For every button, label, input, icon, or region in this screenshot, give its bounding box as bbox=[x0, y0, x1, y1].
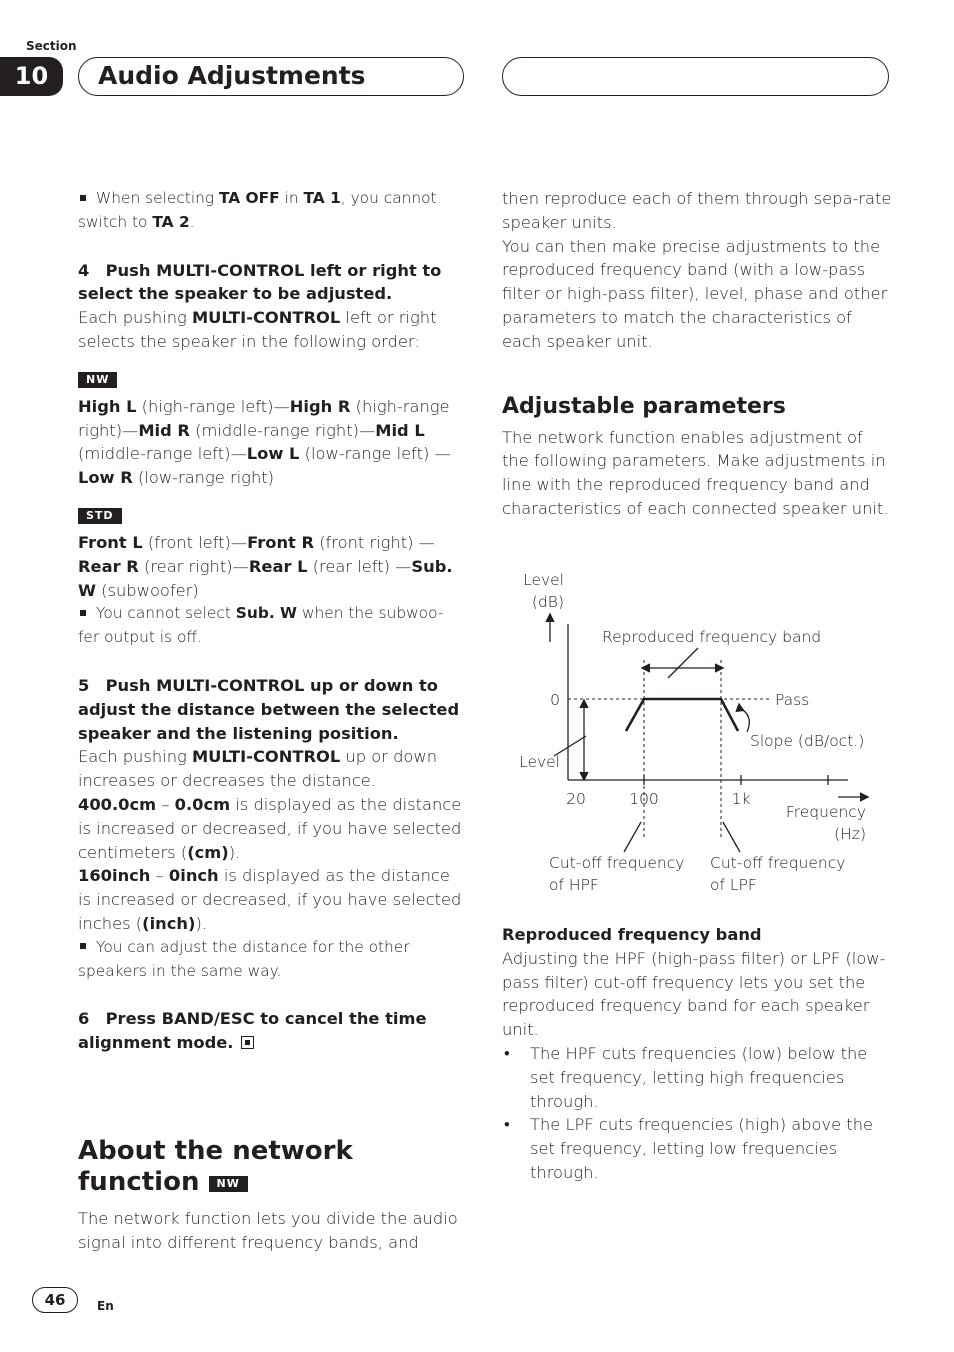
note-subwoofer: You cannot select Sub. W when the subwoo-fer output is off. bbox=[78, 604, 444, 647]
adjustable-parameters-title: Adjustable parameters bbox=[502, 393, 786, 419]
reproduced-band-title: Reproduced frequency band bbox=[502, 925, 762, 944]
language-label: En bbox=[97, 1299, 114, 1313]
step-5-inch: 160inch – 0inch is displayed as the distance is increased or decreased, if you have selected inches ((inch)). bbox=[78, 866, 462, 933]
step-5-text: Each pushing MULTI-CONTROL up or down increases or decreases the distance. bbox=[78, 747, 438, 791]
zero-label: 0 bbox=[550, 691, 560, 709]
hpf-label-1: Cut-off frequency bbox=[549, 854, 685, 872]
x-tick-1k: 1k bbox=[731, 790, 751, 808]
square-bullet-icon bbox=[80, 943, 86, 949]
end-mark-icon bbox=[241, 1036, 254, 1049]
reproduced-band-text: Adjusting the HPF (high-pass filter) or LPF (low-pass filter) cut-off frequency lets you set the reproduced frequency band for each speaker unit. bbox=[502, 948, 886, 1040]
section-number: 10 bbox=[0, 57, 63, 96]
about-network-text: The network function lets you divide the audio signal into different frequency bands, and bbox=[78, 1209, 458, 1252]
step-5-cm: 400.0cm – 0.0cm is displayed as the distance is increased or decreased, if you have selected centimeters ((cm)). bbox=[78, 794, 462, 862]
y-axis-label-level: Level bbox=[523, 571, 564, 589]
square-bullet-icon bbox=[80, 610, 86, 616]
std-speaker-order: Front L (front left)—Front R (front right) —Rear R (rear right)—Rear L (rear left) —Sub. W (subwoofer) bbox=[78, 532, 453, 600]
about-network-title: About the network function NW bbox=[78, 1136, 353, 1197]
pass-label: Pass bbox=[775, 691, 810, 709]
square-bullet-icon bbox=[80, 195, 86, 201]
page-number: 46 bbox=[32, 1287, 78, 1313]
step-6-heading: 6 Press BAND/ESC to cancel the time alignment mode. bbox=[78, 1009, 427, 1053]
empty-pill bbox=[502, 57, 889, 96]
step-5-heading: 5 Push MULTI-CONTROL up or down to adjust the distance between the selected speaker and the listening position. bbox=[78, 675, 460, 743]
page-title: Audio Adjustments bbox=[98, 61, 366, 90]
lpf-label-2: of LPF bbox=[710, 876, 757, 894]
network-continued-text: then reproduce each of them through sepa-rate speaker units. bbox=[502, 189, 892, 232]
nw-badge: NW bbox=[78, 372, 117, 388]
step-4-heading: 4 Push MULTI-CONTROL left or right to select the speaker to be adjusted. bbox=[78, 260, 442, 304]
network-continued-text-2: You can then make precise adjustments to the reproduced frequency band (with a low-pass filter or high-pass filter), level, phase and other parameters to match the characteristics of each speaker unit. bbox=[502, 236, 888, 351]
step-4-text: Each pushing MULTI-CONTROL left or right selects the speaker in the following order: bbox=[78, 308, 437, 351]
note-other-speakers: You can adjust the distance for the other speakers in the same way. bbox=[78, 937, 410, 980]
x-tick-20: 20 bbox=[566, 790, 586, 808]
nw-badge: NW bbox=[209, 1176, 248, 1192]
nw-speaker-order: High L (high-range left)—High R (high-range right)—Mid R (middle-range right)—Mid L (middle-range left)—Low L (low-range left) —Low R (low-range right) bbox=[78, 396, 451, 488]
level-label: Level bbox=[519, 753, 560, 771]
hpf-label-2: of HPF bbox=[549, 876, 599, 894]
frequency-band-diagram bbox=[502, 560, 892, 900]
x-tick-100: 100 bbox=[629, 790, 659, 808]
list-item: • The HPF cuts frequencies (low) below the set frequency, letting high frequencies through. bbox=[504, 1043, 868, 1111]
std-badge: STD bbox=[78, 508, 122, 524]
x-axis-label-frequency: Frequency bbox=[785, 803, 866, 821]
section-label: Section bbox=[26, 39, 77, 53]
note-ta: When selecting TA OFF in TA 1, you cannot switch to TA 2. bbox=[78, 189, 437, 231]
adjustable-parameters-text: The network function enables adjustment of the following parameters. Make adjustments in line with the reproduced frequency band and characteristics of each connected speaker unit. bbox=[502, 427, 889, 518]
slope-label: Slope (dB/oct.) bbox=[750, 732, 865, 750]
list-item: • The LPF cuts frequencies (high) above the set frequency, letting low frequencies through. bbox=[504, 1115, 874, 1182]
band-label: Reproduced frequency band bbox=[602, 628, 822, 646]
lpf-label-1: Cut-off frequency bbox=[710, 854, 846, 872]
y-axis-label-db: (dB) bbox=[531, 593, 564, 611]
x-axis-label-hz: (Hz) bbox=[834, 825, 866, 843]
